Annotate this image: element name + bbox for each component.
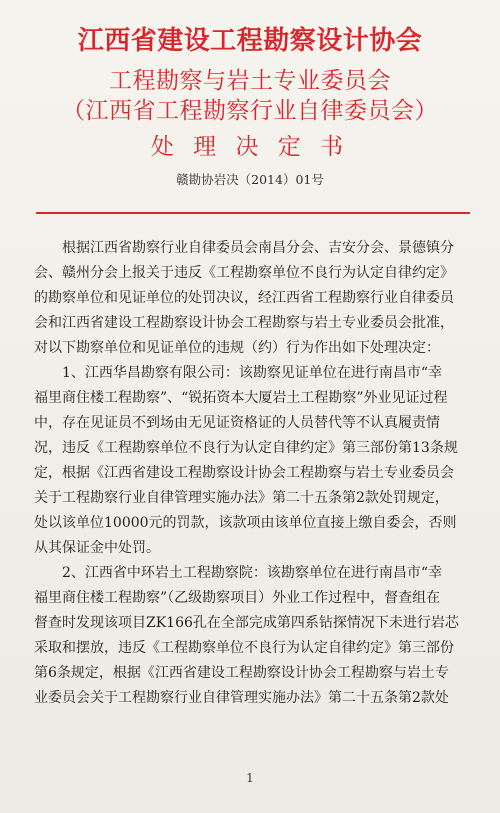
body-line: 中，存在见证员不到场由无见证资格证的人员替代等不认真履责情 xyxy=(34,415,440,431)
body-line: 根据江西省勘察行业自律委员会南昌分会、吉安分会、景德镇分 xyxy=(62,240,454,256)
header-divider xyxy=(36,212,470,214)
committee-name: 工程勘察与岩土专业委员会 xyxy=(109,68,391,94)
body-line: 对以下勘察单位和见证单位的违规（约）行为作出如下处理决定： xyxy=(34,340,440,356)
body-line: 督查时发现该项目ZK166孔在全部完成第四系钻探情况下未进行岩芯 xyxy=(34,615,459,631)
body-line: 会和江西省建设工程勘察设计协会工程勘察与岩土专业委员会批准， xyxy=(34,315,454,331)
document-title: 处 理 决 定 书 xyxy=(150,134,350,160)
body-line: 采取和摆放，违反《工程勘察单位不良行为认定自律约定》第三部份 xyxy=(34,640,454,656)
body-line: 福里商住楼工程勘察”（乙级勘察项目）外业工作过程中，督查组在 xyxy=(34,590,441,606)
body-line: 福里商住楼工程勘察”、“锐拓资本大厦岩土工程勘察”外业见证过程 xyxy=(34,390,448,406)
document-body xyxy=(34,236,468,711)
body-line: 处以该单位10000元的罚款，该款项由该单位直接上缴自委会，否则 xyxy=(34,515,457,531)
page-number: 1 xyxy=(246,771,254,785)
body-line: 从其保证金中处罚。 xyxy=(34,540,160,556)
body-line: 况，违反《工程勘察单位不良行为认定自律约定》第三部份第13条规 xyxy=(34,440,458,456)
body-line: 关于工程勘察行业自律管理实施办法》第二十五条第2款处罚规定， xyxy=(34,490,449,506)
body-line: 第6条规定，根据《江西省建设工程勘察设计协会工程勘察与岩土专 xyxy=(34,665,449,681)
body-line: 2、江西省中环岩土工程勘察院：该勘察单位在进行南昌市“幸 xyxy=(62,565,443,581)
body-line: 会、赣州分会上报关于违反《工程勘察单位不良行为认定自律约定》 xyxy=(34,265,454,281)
document-header xyxy=(0,24,500,162)
body-line: 1、江西华昌勘察有限公司：该勘察见证单位在进行南昌市“幸 xyxy=(62,365,443,381)
body-line: 定，根据《江西省建设工程勘察设计协会工程勘察与岩土专业委员会 xyxy=(34,465,454,481)
body-line: 的勘察单位和见证单位的处罚决议，经江西省工程勘察行业自律委员 xyxy=(34,290,454,306)
committee-alias: （江西省工程勘察行业自律委员会） xyxy=(62,98,438,124)
body-line: 业委员会关于工程勘察行业自律管理实施办法》第二十五条第2款处 xyxy=(34,690,449,706)
document-number: 赣勘协岩决（2014）01号 xyxy=(176,172,324,187)
org-name: 江西省建设工程勘察设计协会 xyxy=(77,26,423,56)
